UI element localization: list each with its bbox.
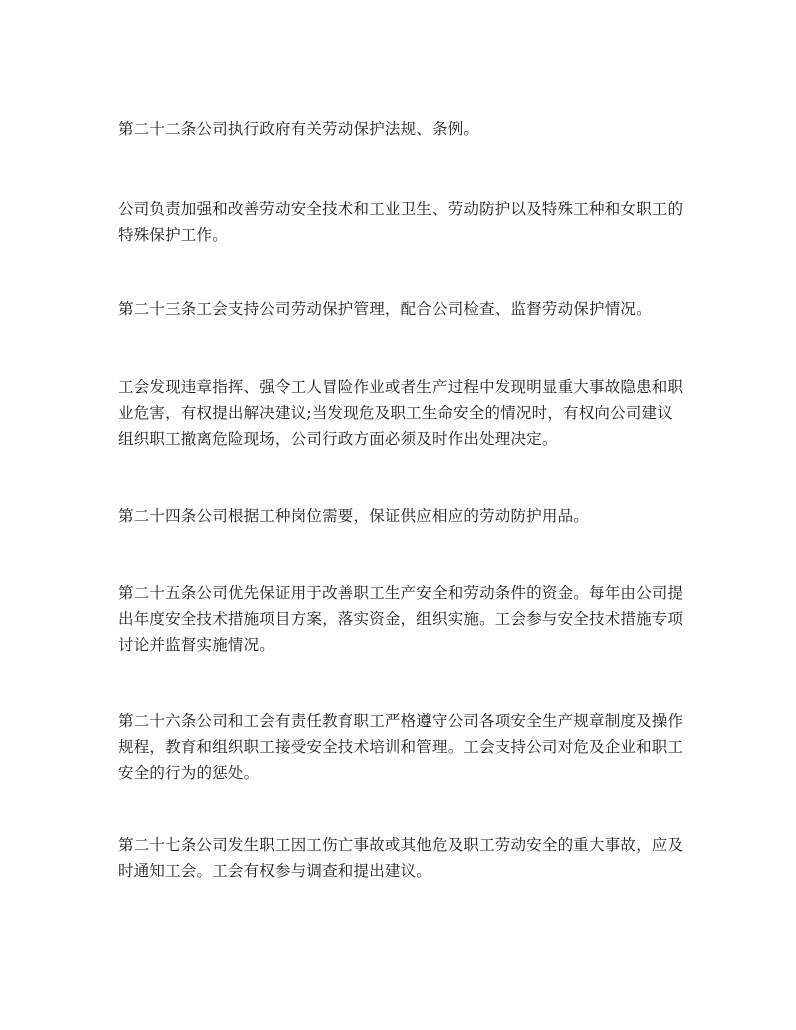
paragraph-union-rights: 工会发现违章指挥、强令工人冒险作业或者生产过程中发现明显重大事故隐患和职 业危害，有权提出解决建议;当发现危及职工生命安全的情况时，有权向公司建议 组织职工撤离危险现场，公司行政方面必须及时作出处理决定。 [118,378,684,448]
paragraph-article-26: 第二十六条公司和工会有责任教育职工严格遵守公司各项安全生产规章制度及操作 规程，教育和组织职工接受安全技术培训和管理。工会支持公司对危及企业和职工 安全的行为的惩处。 [118,712,684,782]
paragraph-article-27: 第二十七条公司发生职工因工伤亡事故或其他危及职工劳动安全的重大事故，应及 时通知工会。工会有权参与调查和提出建议。 [118,836,684,880]
paragraph-article-25: 第二十五条公司优先保证用于改善职工生产安全和劳动条件的资金。每年由公司提 出年度安全技术措施项目方案，落实资金，组织实施。工会参与安全技术措施专项 讨论并监督实施情况。 [118,584,684,654]
paragraph-article-22: 第二十二条公司执行政府有关劳动保护法规、条例。 [118,120,480,138]
paragraph-article-24: 第二十四条公司根据工种岗位需要，保证供应相应的劳动防护用品。 [118,507,590,525]
paragraph-protection-duty: 公司负责加强和改善劳动安全技术和工业卫生、劳动防护以及特殊工种和女职工的 特殊保护工作。 [118,200,684,244]
paragraph-article-23: 第二十三条工会支持公司劳动保护管理，配合公司检查、监督劳动保护情况。 [118,300,652,318]
